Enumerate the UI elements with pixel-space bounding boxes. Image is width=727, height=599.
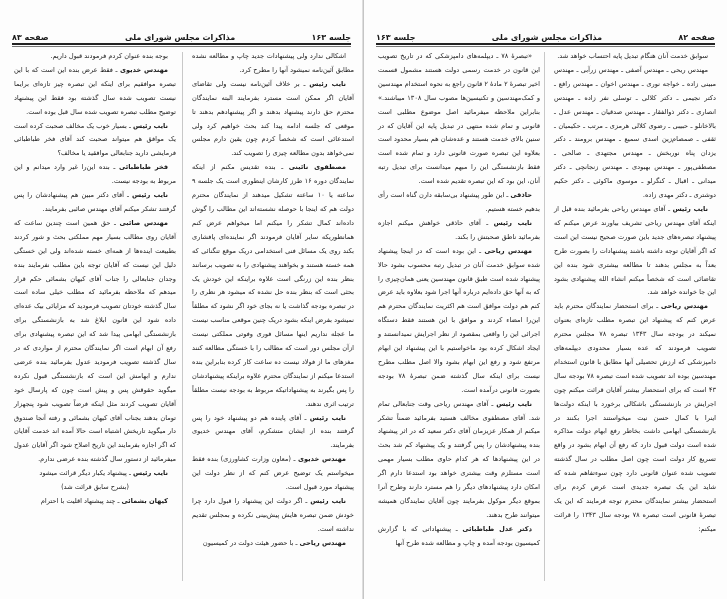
paragraph — [14, 481, 176, 495]
paragraph-text: با حضور هیئت دولت در کمیسیون — [202, 538, 294, 547]
paragraph — [554, 50, 716, 64]
paragraph-text: آقای دکتر مبین هم پیشنهادشان را پس گرفتند تشکر میکنم آقای مهندس صائبی بفرمایند. — [14, 191, 176, 213]
speaker-name: نایب رئیس — [672, 204, 708, 213]
running-title: مذاکرات مجلس شورای ملی — [124, 33, 236, 42]
paragraph: مصطفوی نائینی ـ بنده تقدیس مکنم از اینکه نمایندگان دوره ۱۶ طرز کارشان اینطوری است یک جلسه ۹ ساعته یا ۱۰ ساعته تشکیل میدهند از نمایندگان محترم دولت هم که اینجا با حوصله نشسته‌اند این مطالب را گوش داده‌اند کمال تشکر را میکنم اما میخواهم عرض کنم همانطوریکه سایر آقایان فرمودند اگر نماینده‌ای پافشاری بکند روی یک مسائل فنی استخدامی دریک موقع تنگنائی که همه خسته هستند و بخواهند پیشنهادی را به تصویب برسانند بنظر بنده این زرنگی است علاوه براینکه این خودش یک بحثی است که بنظر بنده حل نشده که میشود هر نظری را در تبصره بودجه گذاشت یا نه بجای خود اگر نشود که مطلقاً نمیشود بفرض اینکه بشود دریک چنین موقعی مناسب نیست ما عجله نداریم اینها مسائل فوری وفوتی مملکتی نیست ازآن مجلس دور است که مطالب را با خستگی مطالعه کنند مغزهای ما از فولاد نیست ده ساعت کار کرده بنابراین بنده استدعا میکنم از نمایندگان محترم علاوه براینکه پیشنهادشان را پس بگیرند به پیشنهاداتیکه مربوط به بودجه نیست مطلقاً ترتیب اثری ندهند. — [192, 163, 355, 408]
paragraph — [14, 50, 176, 64]
paragraph: نایب رئیس ـ آقای حاذقی خواهش میکنم اجازه بفرمائید ناطق صحبتش را بکند. — [378, 218, 540, 241]
speaker-name: نایب رئیس — [496, 399, 532, 408]
paragraph: نایب رئیس ـ آقای مهندس ریاحی بفرمائید بنده قبل از اینکه آقای مهندس ریاحی تشریف بیاورند عرض میکنم که پیشنهاد تبصره‌های جدید باین صورت صحیح نیست این است که اگر آقایان توجه داشته باشند پیشنهادات را بصورت طرح بعداً به مجلس بدهند تا مطالعه بیشتری شود بنده این تقاضائی است که شخصاً میکنم انشاء الله پیشنهادی بشود این جا خوانده خواهد شد. — [554, 204, 716, 297]
paragraph: کیهان بشمائی ـ چند پیشنهاد اقلیت با احترام — [40, 497, 168, 505]
speaker-name: مهندس ریاحی — [660, 302, 708, 311]
paragraph-text: پیشنهاد یکبار دیگر قرائت میشود — [39, 469, 127, 478]
running-title: مذاکرات مجلس شورای ملی — [491, 33, 603, 42]
paragraph: مهندس خدیوی ـ (معاون وزارت کشاورزی) بنده فقط میخواستم یک توضیح عرض کنم که از نظر دولت این پیشنهاد مورد قبول است. — [192, 455, 354, 492]
column-divider — [544, 52, 545, 581]
speaker-name: نایب رئیس — [132, 191, 168, 200]
paragraph-text: مهندس ریحی ـ مهندس آصفی ـ مهندس زرآبی ـ مهندس مبینی زاده ـ خواجه نوری ـ مهندس اخوان ـ مهندس رافع ـ دکتر نجیمی ـ دکتر کلالی ـ توسلی نفر زاده ـ مهندس انصاری ـ دکتر ذوالفقار ـ مهندس صدقیان ـ مهندس عدل ـ بالاخانلو ـ حبیبی ـ رضوی کلالی هرمزی ـ مرتب ـ حکیمیان ـ ثقفی ـ صمصام‌زین اسدی سمیع ـ مهندس برومند ـ دکتر یزدان پناه نوربخش ـ مهندس مجتهدی ـ صالحی ـ مصطفی‌پور ـ مهندس بهبودی ـ مهندس زنجانچی ـ دکتر میدانی ـ اقبال ـ کنگرلو ـ موسوی ماکوئی ـ دکتر حکیم دوشتری ـ دکتر مهدی زاده. — [554, 65, 716, 200]
paragraph: نایب رئیس ـ آقای پاینده هم دو پیشنهاد خود را پس گرفتند بنده از ایشان متشکرم، آقای مهندس خدیوی بفرمایند. — [192, 413, 354, 450]
header-rule-thin — [376, 46, 715, 47]
speaker-name: دکتر عدل طباطبائی — [462, 524, 532, 533]
paragraph-text: بر خلاف آئین‌نامه نیست ولی تقاضای آقایان اگر ممکن است مسترد بفرمایند البته نمایندگان محترم حق دارند پیشنهاد بدهند و اگر پیشنهادهم بدهند تا موقعی که جلسه ادامه پیدا کند بحث خواهیم کرد ولی استدعائی است که شخصاً کردم چون یقین دارم مجلس نمی‌خواهد بدون مطالعه چیزی را تصویب کند. — [192, 79, 354, 158]
paragraph: نایب رئیس ـ پیشنهاد یکبار دیگر قرائت میشود — [39, 469, 168, 478]
paragraph: نایب رئیس ـ بسیار خوب یک مخالف صحبت کرده است یک موافق هم میتواند صحبت کند آقای فخر طباطبائی فرمایشی دارید جنابعالی موافقید یا مخالف؟ — [14, 121, 176, 158]
paragraph: نایب رئیس ـ آقای دکتر مبین هم پیشنهادشان را پس گرفتند تشکر میکنم آقای مهندس صائبی بفرمایند. — [14, 191, 176, 213]
speaker-name: مهندس ریاحی — [484, 246, 532, 255]
speaker-name: مهندس ریاحی — [299, 538, 346, 547]
paragraph-text: این طور پیشنهاد بی‌سابقه دارن گناه است رأی بدهیم خسته هستیم. — [378, 191, 540, 213]
paragraph-text: چند پیشنهاد اقلیت با احترام — [40, 497, 116, 505]
text-column-left — [14, 50, 176, 509]
paragraph: نایب رئیس ـ اگر دولت این پیشنهاد را قبول دارد چرا خودش ضمن تبصره هایش پیش‌بینی نکرده و بمجلس تقدیم نداشته است. — [192, 497, 354, 533]
text-column-left — [378, 50, 540, 551]
paragraph-text: (معاون وزارت کشاورزی) بنده فقط میخواستم یک توضیح عرض کنم که از نظر دولت این پیشنهاد مورد قبول است. — [192, 455, 354, 492]
speaker-name: نایب رئیس — [133, 469, 168, 478]
page-number: صفحه ۸۳ — [12, 33, 49, 42]
paragraph — [192, 50, 354, 78]
paragraph-text: سوابق خدمت آنان هنگام تبدیل پایه احتساب خواهد شد. — [557, 52, 708, 60]
text-column-right — [554, 50, 716, 537]
paragraph — [554, 64, 716, 203]
speaker-name: مهندس خدیوی — [298, 455, 347, 464]
speaker-name: کیهان بشمائی — [121, 497, 168, 505]
paragraph-text: بوجه بنده عنوان کردم فرمودند قبول داریم. — [50, 52, 168, 60]
paragraph: مهندس صائبی ـ حق همین است چندین ساعت که آقایان روی مطالب بسیار مهم مملکتی بحث و شور کردند بطبیعت اینده‌ها از همه‌ای خسته شده‌اند ولی این خستگی دلیل این نیست که آقایان توجه باین مطلب نفرمایند بنده وجدان جنابعالی را جناب آقای کیهان بشمائی حکم قرار میدهم که ملاحظه بفرمائید که مطلب خیلی ساده است سال گذشته خودتان تصویب فرمودید که مزایائی بیک عده‌ای داده شود این قانون ابلاغ شد به بازنشستگی برای بازنشستگی ابهامی پیدا شد که این تبصره پیشنهادی برای رفع آن ابهام است اگر نمایندگان محترم از مواردی که در سال گذشته تصویب فرمودید عدول بفرمائید بنده عرضی ندارم و ابهامش این است که بازنشستگی قبول نکرده میگوید حقوقش پس و پیش است چون که پارسال خود آقایان تصویب کردند مثل اینکه فرضاً تصویب شود پنجهزار تومان بدهند بجناب آقای کیهان بشمائی و رفته آنجا صندوق دار میگوید تاریخش اشتباه است حالا آمده اند خدمت آقایان که اگر اجازه بفرمایند این تاریخ اصلاح شود اگر آقایان عدول میفرمائید از دستور سال گذشته بنده عرضی ندارم. — [14, 218, 176, 464]
paragraph-text: بسیار خوب یک مخالف صحبت کرده است یک موافق هم میتواند صحبت کند آقای فخر طباطبائی فرمایشی دارید جنابعالی موافقید یا مخالف؟ — [14, 121, 176, 158]
text-column-right — [192, 50, 354, 551]
left-page — [0, 0, 363, 599]
header-rule — [376, 43, 715, 45]
header-rule — [12, 43, 351, 45]
speaker-name: نایب رئیس — [493, 218, 532, 227]
right-page — [364, 0, 727, 599]
speaker-name: مصطفوی نائینی — [288, 163, 347, 172]
speaker-name: نایب رئیس — [310, 497, 347, 505]
paragraph: مهندس خدیوی ـ فقط عرض بنده این است که با این تبصره موافقیم برای اینکه این تبصره چیز تازه‌ای برایما نیست تصویب شده سال گذشته بود فقط این پیشنهاد توضیح مطلب تبصره تصویب شده سال قبل بوده است. — [14, 65, 176, 116]
paragraph-text: آقای حاذقی خواهش میکنم اجازه بفرمائید ناطق صحبتش را بکند. — [378, 218, 540, 241]
speaker-name: نایب رئیس — [309, 413, 346, 422]
paragraph: نایب رئیس ـ بر خلاف آئین‌نامه نیست ولی تقاضای آقایان اگر ممکن است مسترد بفرمایند البته نمایندگان محترم حق دارند پیشنهاد بدهند و اگر پیشنهادهم بدهند تا موقعی که جلسه ادامه پیدا کند بحث خواهیم کرد ولی استدعائی است که شخصاً کردم چون یقین دارم مجلس نمی‌خواهد بدون مطالعه چیزی را تصویب کند. — [192, 79, 354, 158]
paragraph-text: آقای پاینده هم دو پیشنهاد خود را پس گرفتند بنده از ایشان متشکرم، آقای مهندس خدیوی بفرمایند. — [192, 413, 354, 450]
paragraph-text: بنده این‌را غیر وارد میدانم و این مربوط به بودجه نیست. — [14, 163, 176, 186]
paragraph-text: حق همین است چندین ساعت که آقایان روی مطالب بسیار مهم مملکتی بحث و شور کردند بطبیعت اینده‌ها از همه‌ای خسته شده‌اند ولی این خستگی دلیل این نیست که آقایان توجه باین مطلب نفرمایند بنده وجدان جنابعالی را جناب آقای کیهان بشمائی حکم قرار میدهم که ملاحظه بفرمائید که مطلب خیلی ساده است سال گذشته خودتان تصویب فرمودید که مزایائی بیک عده‌ای داده شود این قانون ابلاغ شد به بازنشستگی برای بازنشستگی ابهامی پیدا شد که این تبصره پیشنهادی برای رفع آن ابهام است اگر نمایندگان محترم از مواردی که در سال گذشته تصویب فرمودید عدول بفرمائید بنده عرضی ندارم و ابهامش این است که بازنشستگی قبول نکرده میگوید حقوقش پس و پیش است چون که پارسال خود آقایان تصویب کردند مثل اینکه فرضاً تصویب شود پنجهزار تومان بدهند بجناب آقای کیهان بشمائی و رفته آنجا صندوق دار میگوید تاریخش اشتباه است حالا آمده اند خدمت آقایان که اگر اجازه بفرمایند این تاریخ اصلاح شود اگر آقایان عدول میفرمائید از دستور سال گذشته بنده عرضی ندارم. — [14, 218, 176, 464]
page-number: صفحه ۸۲ — [678, 33, 715, 42]
paragraph-text: اگر دولت این پیشنهاد را قبول دارد چرا خودش ضمن تبصره هایش پیش‌بینی نکرده و بمجلس تقدیم نداشته است. — [192, 497, 354, 533]
session-number: جلسه ۱۶۳ — [376, 33, 416, 42]
paragraph — [378, 50, 540, 189]
paragraph-text: آقای مهندس ریاحی بفرمائید بنده قبل از اینکه آقای مهندس ریاحی تشریف بیاورند عرض میکنم که پیشنهاد تبصره‌های جدید باین صورت صحیح نیست این است که اگر آقایان توجه داشته باشند پیشنهادات را بصورت طرح بعداً به مجلس بدهند تا مطالعه بیشتری شود بنده این تقاضائی است که شخصاً میکنم انشاء الله پیشنهادی بشود این جا خوانده خواهد شد. — [554, 204, 716, 297]
header-rule-thin — [12, 46, 351, 47]
paragraph-text: فقط عرض بنده این است که با این تبصره موافقیم برای اینکه این تبصره چیز تازه‌ای برایما نیست تصویب شده سال گذشته بود فقط این پیشنهاد توضیح مطلب تبصره تصویب شده سال قبل بوده است. — [14, 65, 176, 116]
page-header — [376, 28, 715, 42]
paragraph: مهندس ریاحی ـ با حضور هیئت دولت در کمیسیون — [202, 538, 346, 547]
paragraph-text: برای استحضار نمایندگان محترم باید عرض کنم که پیشنهاد این تبصره مطلب تازه‌ای بعنوان نمیکند در بودجه سال ۱۳۴۳ تبصره ۷۸ مجلس محترم تصویب فرمودند که عده بسیار محدودی دیپلمه‌های دامپزشکی که ارزش تحصیلی آنها مطابق با قانون استخدام مهندسین بوده اند تصویب شده است تبصره ۷۸ بودجه سال ۴۳ است که برای استحضار بیشتر آقایان قرائت میکنم چون اجرایش در بازنشستگی باشکالی برخورد با اینکه دولت‌ها اینرا با کمال حسن نیت میخواستند اجرا بکنند در بازنشستگی ابهامی داشت بخاطر رفع ابهام دولت مذاکره شده است دولت قبول دارد که رفع آن ابهام بشود در واقع تسریع کار دولت است چون اصل مطلب در سال گذشته تصویب شده عنوان قانونی دارد چون سوءتفاهم شده که شاید این یک تبصره جدیدی است عرض کردم برای استحضار بیشتر نمایندگان محترم توجه فرمایند که این یک تبصرهٔ قانونی است تبصره ۷۸ بودجه سال ۱۳۴۳ را قرائت میکنم: — [554, 302, 717, 533]
paragraph: مهندس ریاحی ـ برای استحضار نمایندگان محترم باید عرض کنم که پیشنهاد این تبصره مطلب تازه‌ای بعنوان نمیکند در بودجه سال ۱۳۴۳ تبصره ۷۸ مجلس محترم تصویب فرمودند که عده بسیار محدودی دیپلمه‌های دامپزشکی که ارزش تحصیلی آنها مطابق با قانون استخدام مهندسین بوده اند تصویب شده است تبصره ۷۸ بودجه سال ۴۳ است که برای استحضار بیشتر آقایان قرائت میکنم چون اجرایش در بازنشستگی باشکالی برخورد با اینکه دولت‌ها اینرا با کمال حسن نیت میخواستند اجرا بکنند در بازنشستگی ابهامی داشت بخاطر رفع ابهام دولت مذاکره شده است دولت قبول دارد که رفع آن ابهام بشود در واقع تسریع کار دولت است چون اصل مطلب در سال گذشته تصویب شده عنوان قانونی دارد چون سوءتفاهم شده که شاید این یک تبصره جدیدی است عرض کردم برای استحضار بیشتر نمایندگان محترم توجه فرمایند که این یک تبصرهٔ قانونی است تبصره ۷۸ بودجه سال ۱۳۴۳ را قرائت میکنم: — [554, 302, 717, 533]
column-divider — [182, 52, 183, 581]
page-header — [12, 28, 351, 42]
paragraph-text: این بوده است که در اینجا پیشنهاد شده سوابق خدمت آنان در تبدیل رتبه محسوب بشود حالا پیشنهاد شده است طبق قانون مهندسین یعنی همان‌چیزی را که به آنها حق داده‌ایم درباره آنها اجرا شود بعلاوه باید عرض کنم هم دولت موافق است هم اکثریت نمایندگان محترم هم این‌را امضاء کردند و موافق با این هستند فقط دستگاه اجرائی این را واقعی بمقصود از نظر اجرایش نمیدانستند و ایجاد اشکال کرده بود ماخواستیم با این پیشنهاد این ابهام مرتفع شود و رفع این ابهام بشود والا اصل مطلب مطرح نیست برای اینکه سال گذشته ضمن تبصرهٔ ۷۸ بودجه بصورت قانونی درآمده است. — [378, 246, 540, 394]
speaker-name: مهندس خدیوی — [119, 65, 169, 74]
paragraph-text: پیشنهاداتی که با گزارش کمیسیون بودجه آمده و چاپ و مطالعه شده طرح آنها — [378, 524, 540, 547]
speaker-name: حاذقی — [510, 191, 532, 200]
session-number: جلسه ۱۶۳ — [311, 33, 351, 42]
paragraph-text: آقای مهندس ریاحی وقت جنابعالی تمام شد. آقای مصطفوی مخالف هستید بفرمائید ضمناً تشکر میکنم از همکار عزیزمان آقای دکتر سعید که در اثر پیشنهاد بنده پیشنهادشان را پس گرفتند و یک پیشنهاد کم شد بحث در این پیشنهادها که هر کدام حاوی مطلب بسیار مهمی است مستلزم وقت بیشتری خواهد بود استدعا دارم اگر امکان دارد پیشنهادهای دیگر را هم مسترد دارند وطرح آنرا بموقع دیگر موکول بفرمایند چون آقایان نمایندگان همیشه میتوانند طرح بدهند. — [378, 399, 540, 519]
paragraph-text: (بشرح سابق قرائت شد) — [61, 483, 129, 492]
speaker-name: مهندس صائبی — [119, 218, 168, 227]
paragraph: حاذقی ـ این طور پیشنهاد بی‌سابقه دارن گناه است رأی بدهیم خسته هستیم. — [378, 191, 540, 213]
paragraph-text: بنده تقدیس مکنم از اینکه نمایندگان دوره ۱۶ طرز کارشان اینطوری است یک جلسه ۹ ساعته یا ۱۰ ساعته تشکیل میدهند از نمایندگان محترم دولت هم که اینجا با حوصله نشسته‌اند این مطالب را گوش داده‌اند کمال تشکر را میکنم اما میخواهم عرض کنم همانطوریکه سایر آقایان فرمودند اگر نماینده‌ای پافشاری بکند روی یک مسائل فنی استخدامی دریک موقع تنگنائی که همه خسته هستند و بخواهند پیشنهادی را به تصویب برسانند بنظر بنده این زرنگی است علاوه براینکه این خودش یک بحثی است که بنظر بنده حل نشده که میشود هر نظری را در تبصره بودجه گذاشت یا نه بجای خود اگر نشود که مطلقاً نمیشود بفرض اینکه بشود دریک چنین موقعی مناسب نیست ما عجله نداریم اینها مسائل فوری وفوتی مملکتی نیست ازآن مجلس دور است که مطالب را با خستگی مطالعه کنند مغزهای ما از فولاد نیست ده ساعت کار کرده بنابراین بنده استدعا میکنم از نمایندگان محترم علاوه براینکه پیشنهادشان را پس بگیرند به پیشنهاداتیکه مربوط به بودجه نیست مطلقاً ترتیب اثری ندهند. — [192, 163, 355, 408]
speaker-name: نایب رئیس — [309, 79, 346, 88]
speaker-name: نایب رئیس — [133, 121, 169, 130]
paragraph: دکتر عدل طباطبائی ـ پیشنهاداتی که با گزارش کمیسیون بودجه آمده و چاپ و مطالعه شده طرح آنها — [378, 524, 540, 547]
speaker-name: فخر طباطبائی — [119, 163, 169, 172]
paragraph: فخر طباطبائی ـ بنده این‌را غیر وارد میدانم و این مربوط به بودجه نیست. — [14, 163, 176, 186]
paragraph-text: اشکالی ندارد ولی پیشنهادات جدید چاپ و مطالعه نشده مطابق آئین‌نامه نمیشود آنها را مطرح کرد. — [192, 52, 354, 74]
paragraph-text: «تبصرهٔ ۷۸ ـ دیپلمه‌های دامپزشکی که در تاریخ تصویب این قانون در خدمت رسمی دولت هستند مشمول قسمت اخیر تبصرهٔ ۲ مادهٔ ۲ قانون راجع به نحوه استخدام مهندسین و کمک‌مهندسین و تکنیسین‌ها مصوب سال ۱۳۰۸ میباشند.» بنابراین ملاحظه میفرمائید اصل موضوع مطلبی است قانونی و تمام شده منتهی در تبدیل پایه این آقایان که در سنین بالای خدمت هستند و عده‌شان هم بسیار محدود است بعلاوه این تبصره صورت قانونی دارد و تمام شده است فقط بازنشستگی این را مبهم میدانست برای تبدیل رتبه آنان، این بود که این تبصره تقدیم شده است. — [378, 52, 540, 186]
paragraph: مهندس ریاحی ـ این بوده است که در اینجا پیشنهاد شده سوابق خدمت آنان در تبدیل رتبه محسوب بشود حالا پیشنهاد شده است طبق قانون مهندسین یعنی همان‌چیزی را که به آنها حق داده‌ایم درباره آنها اجرا شود بعلاوه باید عرض کنم هم دولت موافق است هم اکثریت نمایندگان محترم هم این‌را امضاء کردند و موافق با این هستند فقط دستگاه اجرائی این را واقعی بمقصود از نظر اجرایش نمیدانستند و ایجاد اشکال کرده بود ماخواستیم با این پیشنهاد این ابهام مرتفع شود و رفع این ابهام بشود والا اصل مطلب مطرح نیست برای اینکه سال گذشته ضمن تبصرهٔ ۷۸ بودجه بصورت قانونی درآمده است. — [378, 246, 540, 394]
paragraph: نایب رئیس ـ آقای مهندس ریاحی وقت جنابعالی تمام شد. آقای مصطفوی مخالف هستید بفرمائید ضمناً تشکر میکنم از همکار عزیزمان آقای دکتر سعید که در اثر پیشنهاد بنده پیشنهادشان را پس گرفتند و یک پیشنهاد کم شد بحث در این پیشنهادها که هر کدام حاوی مطلب بسیار مهمی است مستلزم وقت بیشتری خواهد بود استدعا دارم اگر امکان دارد پیشنهادهای دیگر را هم مسترد دارند وطرح آنرا بموقع دیگر موکول بفرمایند چون آقایان نمایندگان همیشه میتوانند طرح بدهند. — [378, 399, 540, 519]
